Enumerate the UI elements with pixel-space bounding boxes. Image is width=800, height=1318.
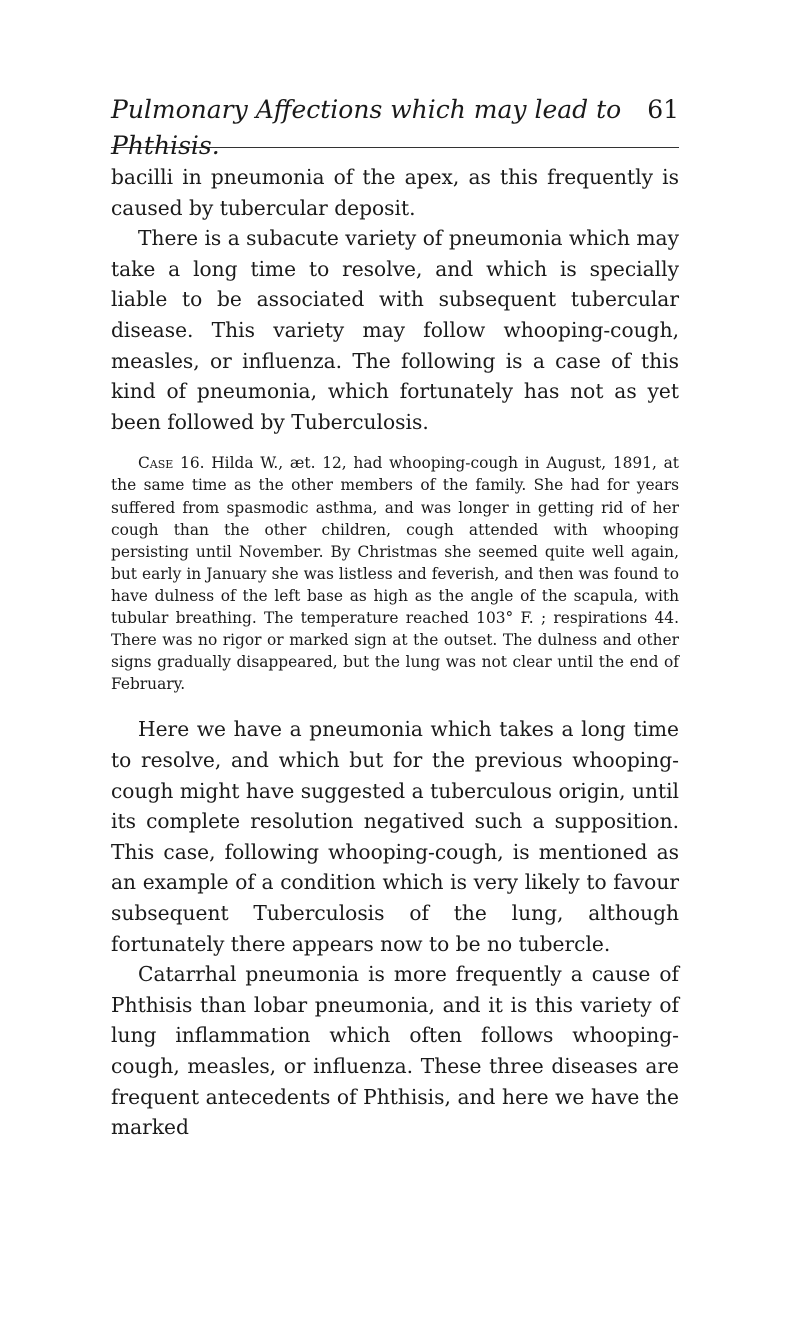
- case-report: [111, 452, 679, 695]
- paragraph-continued: bacilli in pneumonia of the apex, as this frequently is caused by tubercular deposit.: [111, 165, 679, 220]
- running-title: Pulmonary Affections which may lead to Phthisis.: [111, 95, 622, 160]
- body-text: [111, 162, 679, 1143]
- book-page: [111, 92, 679, 1143]
- paragraph-subacute-variety: There is a subacute variety of pneumonia which may take a long time to resolve, and which is specially liable to be associated with subsequent tubercular disease. This variety may follow whooping-cough, measles, or influenza. The following is a case of this kind of pneumonia, which fortunately has not as yet been followed by Tuberculosis.: [111, 226, 679, 434]
- running-header: [111, 92, 679, 160]
- case-label: Case 16.: [138, 454, 205, 473]
- paragraph-catarrhal-pneumonia: Catarrhal pneumonia is more frequently a cause of Phthisis than lobar pneumonia, and it is this variety of lung inflammation which often follows whooping-cough, measles, or influenza. These three diseases are frequent antecedents of Phthisis, and here we have the marked: [111, 962, 679, 1140]
- paragraph-discussion: Here we have a pneumonia which takes a long time to resolve, and which but for the previous whooping-cough might have suggested a tuberculous origin, until its complete resolution negatived such a supposition. This case, following whooping-cough, is mentioned as an example of a condition which is very likely to favour subsequent Tuberculosis of the lung, although fortunately there appears now to be no tubercle.: [111, 717, 679, 956]
- page-number: 61: [647, 95, 679, 124]
- case-text: Hilda W., æt. 12, had whooping-cough in August, 1891, at the same time as the other members of the family. She had for years suffered from spasmodic asthma, and was longer in getting rid of her cough than the other children, cough attended with whooping persisting until November. By Christmas she seemed quite well again, but early in January she was listless and feverish, and then was found to have dulness of the left base as high as the angle of the scapula, with tubular breathing. The temperature reached 103° F. ; respirations 44. There was no rigor or marked sign at the outset. The dulness and other signs gradually disappeared, but the lung was not clear until the end of February.: [111, 454, 679, 694]
